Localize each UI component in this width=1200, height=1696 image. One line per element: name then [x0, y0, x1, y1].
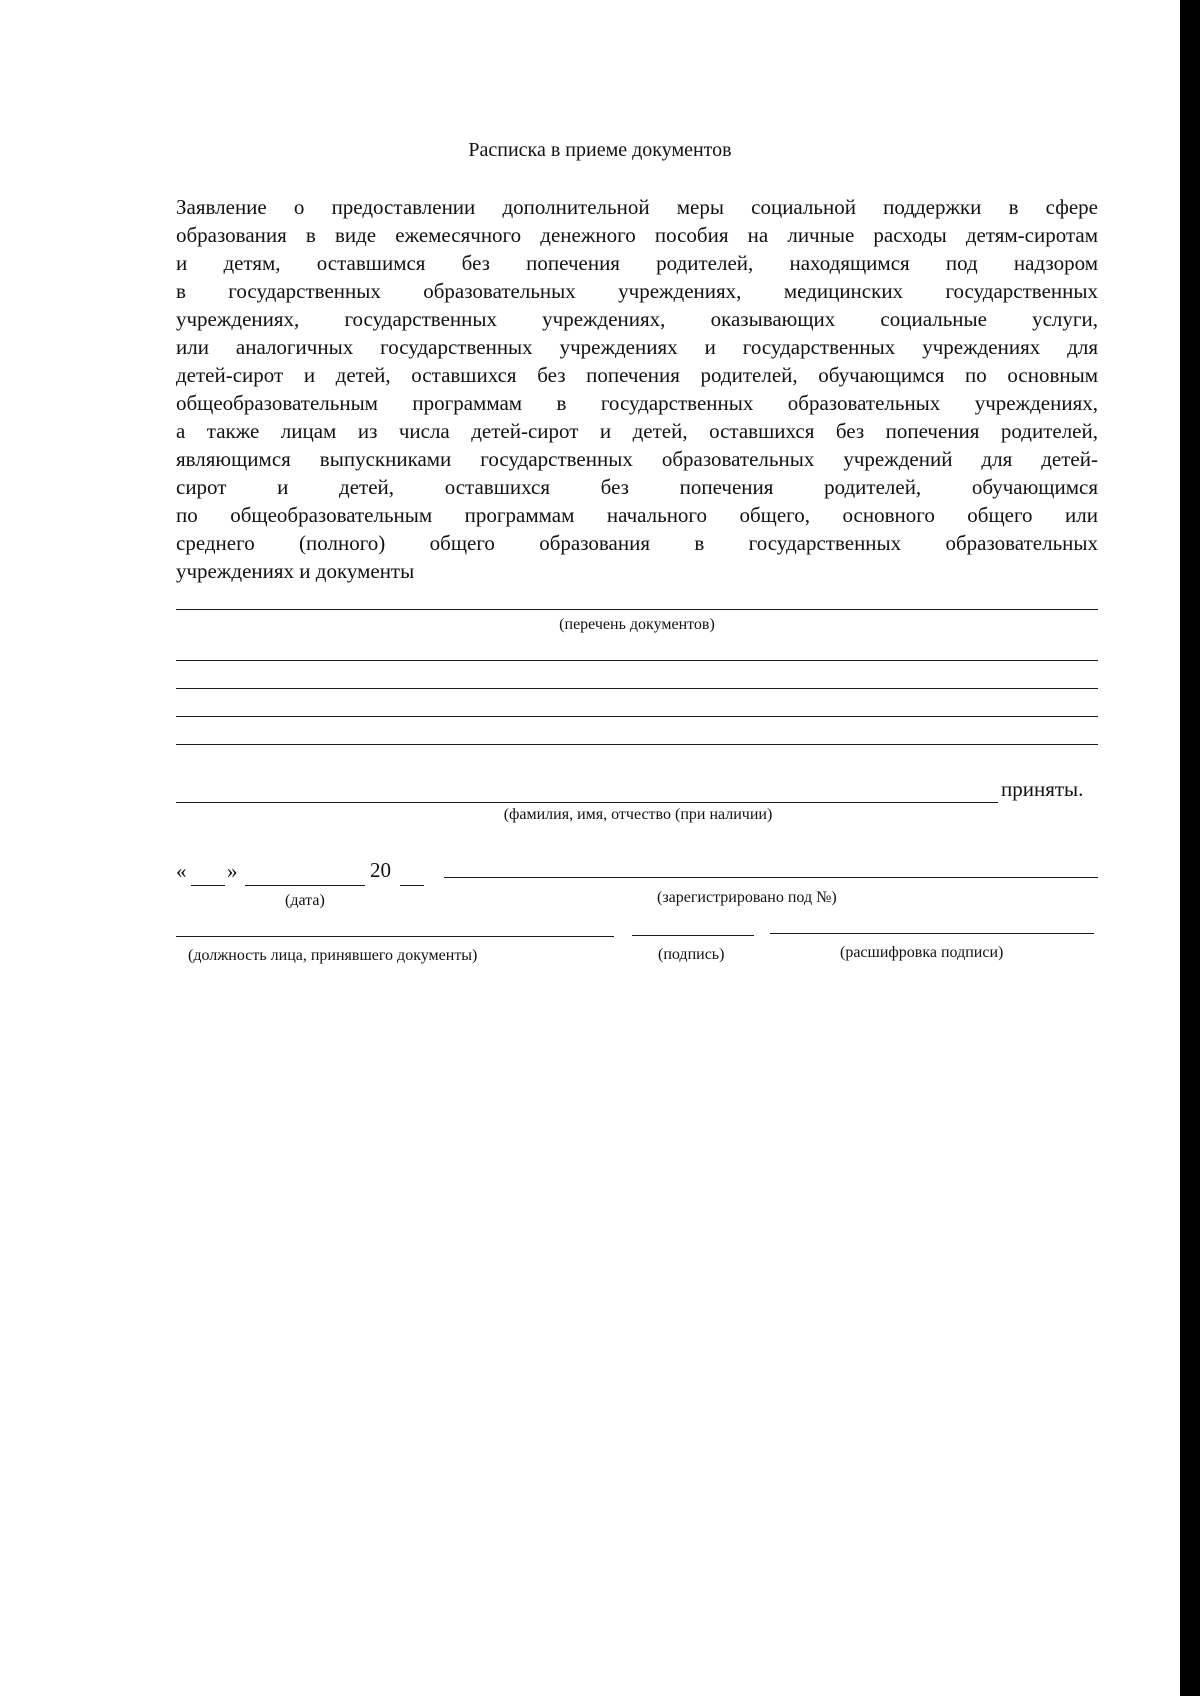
paragraph-line: образования в виде ежемесячного денежного пособия на личные расходы детям-сиротам [176, 223, 1098, 247]
signature-decoding-line[interactable] [770, 933, 1094, 934]
date-caption: (дата) [285, 892, 325, 909]
date-year-line[interactable] [400, 885, 424, 886]
paragraph-line: по общеобразовательным программам начального общего, основного общего или [176, 503, 1098, 527]
signature-caption: (подпись) [658, 946, 725, 963]
documents-line[interactable] [176, 609, 1098, 610]
position-caption: (должность лица, принявшего документы) [188, 947, 478, 964]
fio-line[interactable] [176, 802, 998, 803]
documents-line[interactable] [176, 744, 1098, 745]
date-close-quote: » [227, 859, 238, 883]
date-open-quote: « [176, 859, 187, 883]
documents-line[interactable] [176, 660, 1098, 661]
position-line[interactable] [176, 936, 614, 937]
paragraph-line: являющимся выпускниками государственных образовательных учреждений для детей- [176, 447, 1098, 471]
signature-line[interactable] [632, 935, 754, 936]
paragraph-line: в государственных образовательных учреждениях, медицинских государственных [176, 279, 1098, 303]
paragraph-line: учреждениях и документы [176, 559, 415, 583]
signature-decoding-caption: (расшифровка подписи) [840, 944, 1004, 961]
scan-page-edge [1180, 0, 1200, 1696]
paragraph-line: или аналогичных государственных учреждениях и государственных учреждениях для [176, 335, 1098, 359]
fio-caption: (фамилия, имя, отчество (при наличии) [503, 806, 773, 823]
application-paragraph [176, 193, 1098, 585]
documents-line[interactable] [176, 716, 1098, 717]
registered-caption: (зарегистрировано под №) [657, 889, 837, 906]
documents-line[interactable] [176, 688, 1098, 689]
date-day-line[interactable] [191, 885, 225, 886]
accepted-word: приняты. [1001, 777, 1084, 801]
registration-number-line[interactable] [444, 877, 1098, 878]
date-month-line[interactable] [245, 885, 365, 886]
paragraph-line: общеобразовательным программам в государственных образовательных учреждениях, [176, 391, 1098, 415]
paragraph-line: Заявление о предоставлении дополнительной меры социальной поддержки в сфере [176, 195, 1098, 219]
paragraph-line: детей-сирот и детей, оставшихся без попечения родителей, обучающимся по основным [176, 363, 1098, 387]
documents-list-caption: (перечень документов) [559, 616, 715, 633]
paragraph-line: среднего (полного) общего образования в государственных образовательных [176, 531, 1098, 555]
paragraph-line: а также лицам из числа детей-сирот и детей, оставшихся без попечения родителей, [176, 419, 1098, 443]
paragraph-line: сирот и детей, оставшихся без попечения родителей, обучающимся [176, 475, 1098, 499]
paragraph-line: и детям, оставшимся без попечения родителей, находящимся под надзором [176, 251, 1098, 275]
document-title: Расписка в приеме документов [468, 139, 732, 161]
year-prefix: 20 [370, 858, 391, 882]
paragraph-line: учреждениях, государственных учреждениях, оказывающих социальные услуги, [176, 307, 1098, 331]
